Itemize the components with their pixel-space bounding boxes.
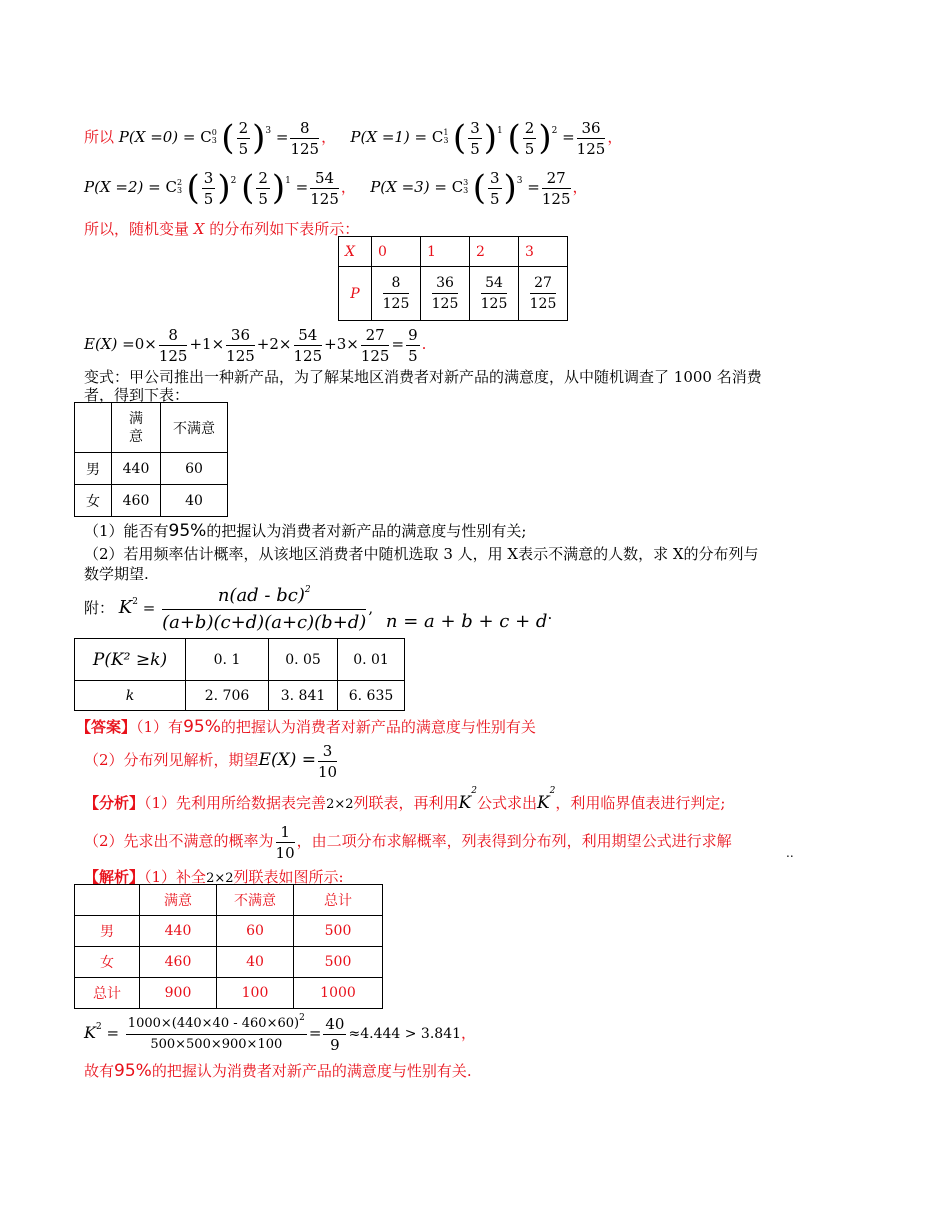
survey-cell: 男 (75, 453, 112, 485)
answer-line-1: 【答案】（1）有95%的把握认为消费者对新产品的满意度与性别有关 (76, 717, 536, 737)
critical-cell: 2. 706 (186, 681, 269, 711)
p2-comb: C 2 3 (165, 178, 183, 196)
contingency-cell: 100 (217, 978, 294, 1009)
dist-header-cell: 1 (421, 237, 470, 267)
distribution-table (338, 236, 568, 321)
contingency-header-cell: 满意 (140, 885, 217, 916)
contingency-table (74, 884, 383, 1009)
critical-cell: 3. 841 (269, 681, 338, 711)
p2-lhs: P(X =2) (84, 178, 144, 196)
contingency-header-cell (75, 885, 140, 916)
dist-cell: $\frac{27}{125}$ (519, 267, 568, 321)
critical-row-label: k (75, 681, 186, 711)
k2-calculation: $K^2$ = $\frac{1000\times(440\times 40 - 460\times 60)^2}{500\times 500\times 900\times 100}$ = $\frac{40}{9}$ ≈4.444 > 3.841， (84, 1012, 477, 1054)
contingency-cell: 女 (75, 947, 140, 978)
critical-cell: 6. 635 (338, 681, 405, 711)
contingency-cell: 460 (140, 947, 217, 978)
p1-lhs: P(X =1) (350, 128, 410, 146)
dist-intro: 所以，随机变量 X 的分布列如下表所示： (84, 220, 360, 238)
p0-lhs: P(X =0) (118, 128, 179, 146)
p2-result: $\frac{54}{125}$ (310, 168, 339, 208)
contingency-cell: 1000 (294, 978, 383, 1009)
dist-row-label: P (339, 267, 372, 321)
question-2-line-2: 数学期望. (84, 565, 149, 583)
dist-header-cell: X (339, 237, 372, 267)
critical-cell: 0. 05 (269, 639, 338, 681)
critical-row-label: P(K² ≥k) (75, 639, 186, 681)
survey-header-cell (75, 403, 112, 453)
conclusion-line: 故有95%的把握认为消费者对新产品的满意度与性别有关. (84, 1061, 472, 1081)
dist-cell: $\frac{54}{125}$ (470, 267, 519, 321)
expectation-line: E(X) =0× $\frac{8}{125}$ +1× $\frac{36}{125}$ +2× $\frac{54}{125}$ +3× $\frac{27}{125}$ = $\frac{9}{5}$ . (84, 325, 427, 365)
dist-header-cell: 0 (372, 237, 421, 267)
p3-comb: C 3 3 (451, 178, 469, 196)
p1-comb: C 1 3 (431, 128, 449, 146)
analysis-dots: .. (786, 846, 794, 860)
p1-result: $\frac{36}{125}$ (576, 118, 606, 158)
contingency-cell: 男 (75, 916, 140, 947)
survey-cell: 60 (161, 453, 228, 485)
solution-tag: 【解析】 (84, 868, 145, 886)
question-2-line-1: （2）若用频率估计概率，从该地区消费者中随机选取 3 人，用 X表示不满意的人数，求 X的分布列与 (84, 545, 759, 563)
p0-comb: C 0 3 (200, 128, 217, 146)
analysis-line-1: 【分析】（1）先利用所给数据表完善2×2列联表，再利用$K^2$公式求出$K^2$，利用临界值表进行判定; (84, 786, 726, 813)
p3-result: $\frac{27}{125}$ (541, 168, 571, 208)
contingency-header-cell: 不满意 (217, 885, 294, 916)
survey-cell: 440 (112, 453, 161, 485)
dist-cell: $\frac{36}{125}$ (421, 267, 470, 321)
contingency-cell: 40 (217, 947, 294, 978)
survey-cell: 女 (75, 485, 112, 517)
p0-result: $\frac{8}{125}$ (290, 118, 320, 158)
critical-cell: 0. 01 (338, 639, 405, 681)
dist-header-cell: 3 (519, 237, 568, 267)
survey-cell: 40 (161, 485, 228, 517)
contingency-header-cell: 总计 (294, 885, 383, 916)
contingency-cell: 900 (140, 978, 217, 1009)
contingency-cell: 60 (217, 916, 294, 947)
question-1: （1）能否有95%的把握认为消费者对新产品的满意度与性别有关; (84, 521, 527, 541)
contingency-cell: 440 (140, 916, 217, 947)
prob-line-2: P(X =2) = C 2 3 ( $\frac{3}{5}$ )$^2$ ( $\frac{2}{5}$ )$^1$ = $\frac{54}{125}$ ， P(X =3) = C 3 3 ( $\frac{3}{5}$ )$^3$ = $\frac{27}{125}$ ， (84, 162, 588, 212)
survey-table (74, 402, 228, 517)
so-prefix: 所以 (84, 128, 115, 146)
p3-lhs: P(X =3) (370, 178, 430, 196)
analysis-tag: 【分析】 (84, 794, 145, 812)
variant-line-2: 者，得到下表： (84, 386, 190, 404)
contingency-cell: 总计 (75, 978, 140, 1009)
appendix-formula: 附： $K^2$ = $\frac{n(ad - bc)^2}{(a+b)(c+d)(a+c)(b+d)}$ , n = a + b + c + d. (84, 584, 553, 633)
critical-cell: 0. 1 (186, 639, 269, 681)
contingency-cell: 500 (294, 947, 383, 978)
variant-line-1: 变式：甲公司推出一种新产品，为了解某地区消费者对新产品的满意度，从中随机调查了 1000 名消费 (84, 368, 762, 386)
solution-line-1: 【解析】（1）补全2×2列联表如图所示: (84, 868, 344, 886)
survey-cell: 460 (112, 485, 161, 517)
survey-header-cell: 不满意 (161, 403, 228, 453)
dist-header-cell: 2 (470, 237, 519, 267)
answer-line-2: （2）分布列见解析，期望E(X) = $\frac{3}{10}$ (84, 741, 338, 781)
critical-value-table (74, 638, 405, 711)
answer-tag: 【答案】 (76, 718, 137, 736)
prob-line-1: 所以 P(X =0) = C 0 3 ( $\frac{2}{5}$ )$^3$ = $\frac{8}{125}$ ， P(X =1) = C 1 3 ( $\frac{3}{5}$ )$^1$ ( $\frac{2}{5}$ )$^2$ = $\frac{36}{125}$ ， (84, 112, 622, 162)
analysis-line-2: （2）先求出不满意的概率为 $\frac{1}{10}$ ，由二项分布求解概率，列表得到分布列，利用期望公式进行求解 (84, 822, 732, 862)
survey-header-cell: 满 意 (112, 403, 161, 453)
dist-cell: $\frac{8}{125}$ (372, 267, 421, 321)
contingency-cell: 500 (294, 916, 383, 947)
